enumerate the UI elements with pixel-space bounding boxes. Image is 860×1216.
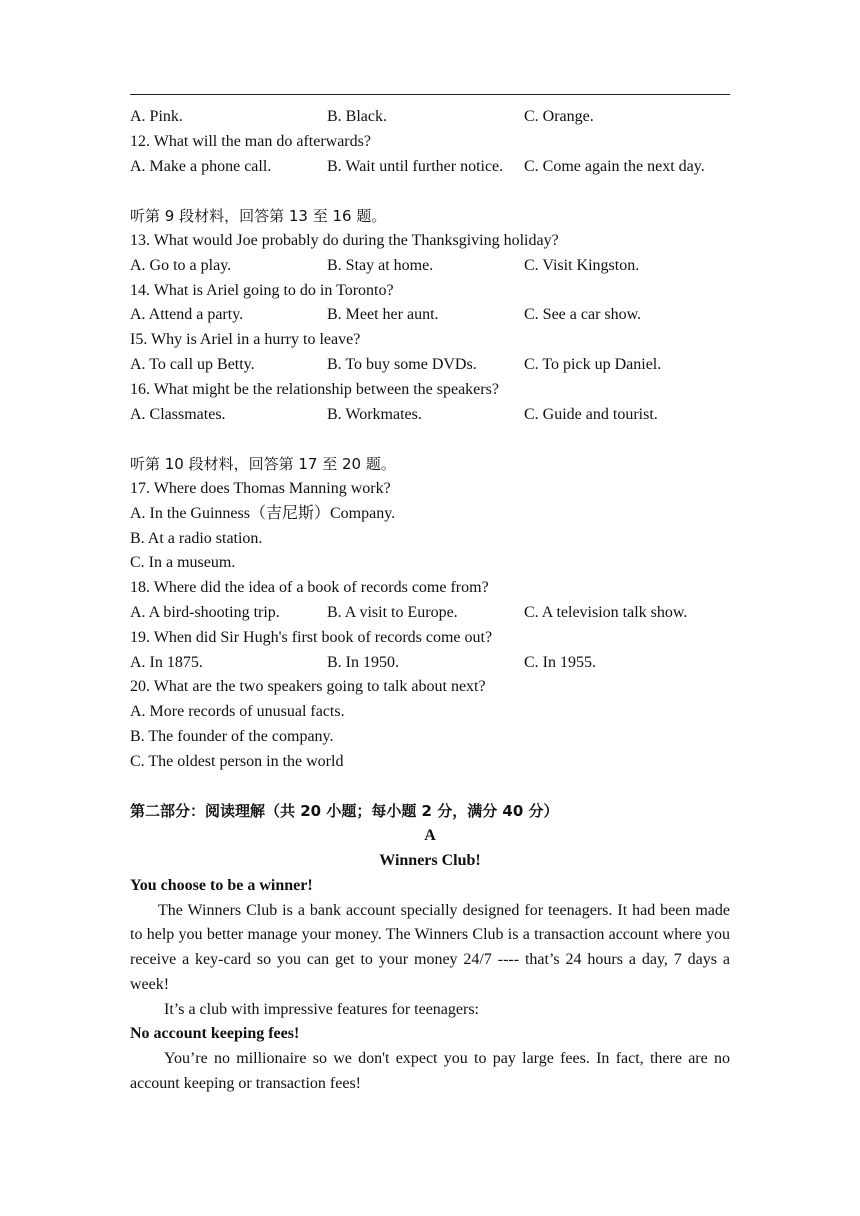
question-14-options — [130, 303, 730, 328]
option-c: C. In 1955. — [524, 653, 596, 671]
subheading-no-fees: No account keeping fees! — [130, 1025, 300, 1043]
question-12-options — [130, 155, 730, 180]
option-a: A. Go to a play. — [130, 256, 232, 274]
question-15-options — [130, 353, 730, 378]
question-19-options — [130, 651, 730, 676]
question-18: 18. Where did the idea of a book of records come from? — [130, 579, 489, 597]
section-9-text: 听第 9 段材料，回答第 13 至 16 题。 — [130, 207, 387, 226]
question-13: 13. What would Joe probably do during the Thanksgiving holiday? — [130, 231, 559, 249]
option-b: B. Black. — [327, 108, 387, 125]
option-b: B. In 1950. — [327, 653, 399, 671]
option-a: A. Attend a party. — [130, 306, 244, 324]
option-a: A. To call up Betty. — [130, 355, 255, 373]
paragraph-features: It’s a club with impressive features for teenagers: — [164, 1000, 479, 1018]
option-c: C. To pick up Daniel. — [524, 355, 662, 373]
option-b: B. Meet her aunt. — [327, 306, 439, 324]
option-c: C. Come again the next day. — [524, 157, 705, 175]
question-12: 12. What will the man do afterwards? — [130, 132, 371, 150]
section-letter: A — [424, 827, 436, 845]
question-20: 20. What are the two speakers going to talk about next? — [130, 678, 486, 696]
part-two-heading — [130, 799, 730, 824]
document-body — [130, 105, 730, 1097]
option-a: A. In 1875. — [130, 653, 203, 671]
question-14: 14. What is Ariel going to do in Toronto? — [130, 281, 394, 299]
question-18-options — [130, 601, 730, 626]
option-b: B. Wait until further notice. — [327, 157, 504, 175]
question-17-option-c: C. In a museum. — [130, 554, 236, 572]
question-17: 17. Where does Thomas Manning work? — [130, 479, 391, 497]
header-rule — [130, 94, 730, 95]
question-20-option-b: B. The founder of the company. — [130, 727, 334, 745]
option-c: C. See a car show. — [524, 306, 642, 324]
option-b: B. A visit to Europe. — [327, 603, 458, 621]
question-20-option-c: C. The oldest person in the world — [130, 752, 344, 770]
question-20-option-a: A. More records of unusual facts. — [130, 703, 345, 721]
section-10-text: 听第 10 段材料，回答第 17 至 20 题。 — [130, 455, 396, 474]
question-11-options — [130, 105, 730, 130]
option-b: B. To buy some DVDs. — [327, 355, 477, 373]
option-a: A. Pink. — [130, 108, 183, 125]
option-a: A. A bird-shooting trip. — [130, 603, 280, 621]
option-b: B. Workmates. — [327, 405, 422, 423]
paragraph-intro: The Winners Club is a bank account specially designed for teenagers. It had been made to help you better manage your money. The Winners Club is a transaction account where you receive a key-card so you can get to your money 24/7 ---- that’s 24 hours a day, 7 days a week! — [130, 901, 730, 993]
question-17-option-a: A. In the Guinness（吉尼斯）Company. — [130, 504, 396, 522]
part-two-heading-text: 第二部分：阅读理解（共 20 小题；每小题 2 分，满分 40 分） — [130, 802, 559, 821]
option-a: A. Make a phone call. — [130, 157, 272, 175]
option-c: C. Visit Kingston. — [524, 256, 640, 274]
option-c: C. Guide and tourist. — [524, 405, 658, 423]
question-19: 19. When did Sir Hugh's first book of records come out? — [130, 628, 493, 646]
paragraph-no-fees: You’re no millionaire so we don't expect you to pay large fees. In fact, there are no account keeping or transaction fees! — [130, 1050, 730, 1093]
question-16: 16. What might be the relationship between the speakers? — [130, 380, 499, 398]
section-10-instruction — [130, 452, 730, 477]
option-c: C. Orange. — [524, 108, 594, 125]
question-16-options — [130, 403, 730, 428]
option-b: B. Stay at home. — [327, 256, 434, 274]
question-13-options — [130, 254, 730, 279]
question-15: I5. Why is Ariel in a hurry to leave? — [130, 331, 361, 349]
section-9-instruction — [130, 204, 730, 229]
passage-title: Winners Club! — [379, 851, 481, 869]
option-a: A. Classmates. — [130, 405, 226, 423]
option-c: C. A television talk show. — [524, 603, 688, 621]
question-17-option-b: B. At a radio station. — [130, 529, 263, 547]
subheading-winner: You choose to be a winner! — [130, 876, 313, 894]
